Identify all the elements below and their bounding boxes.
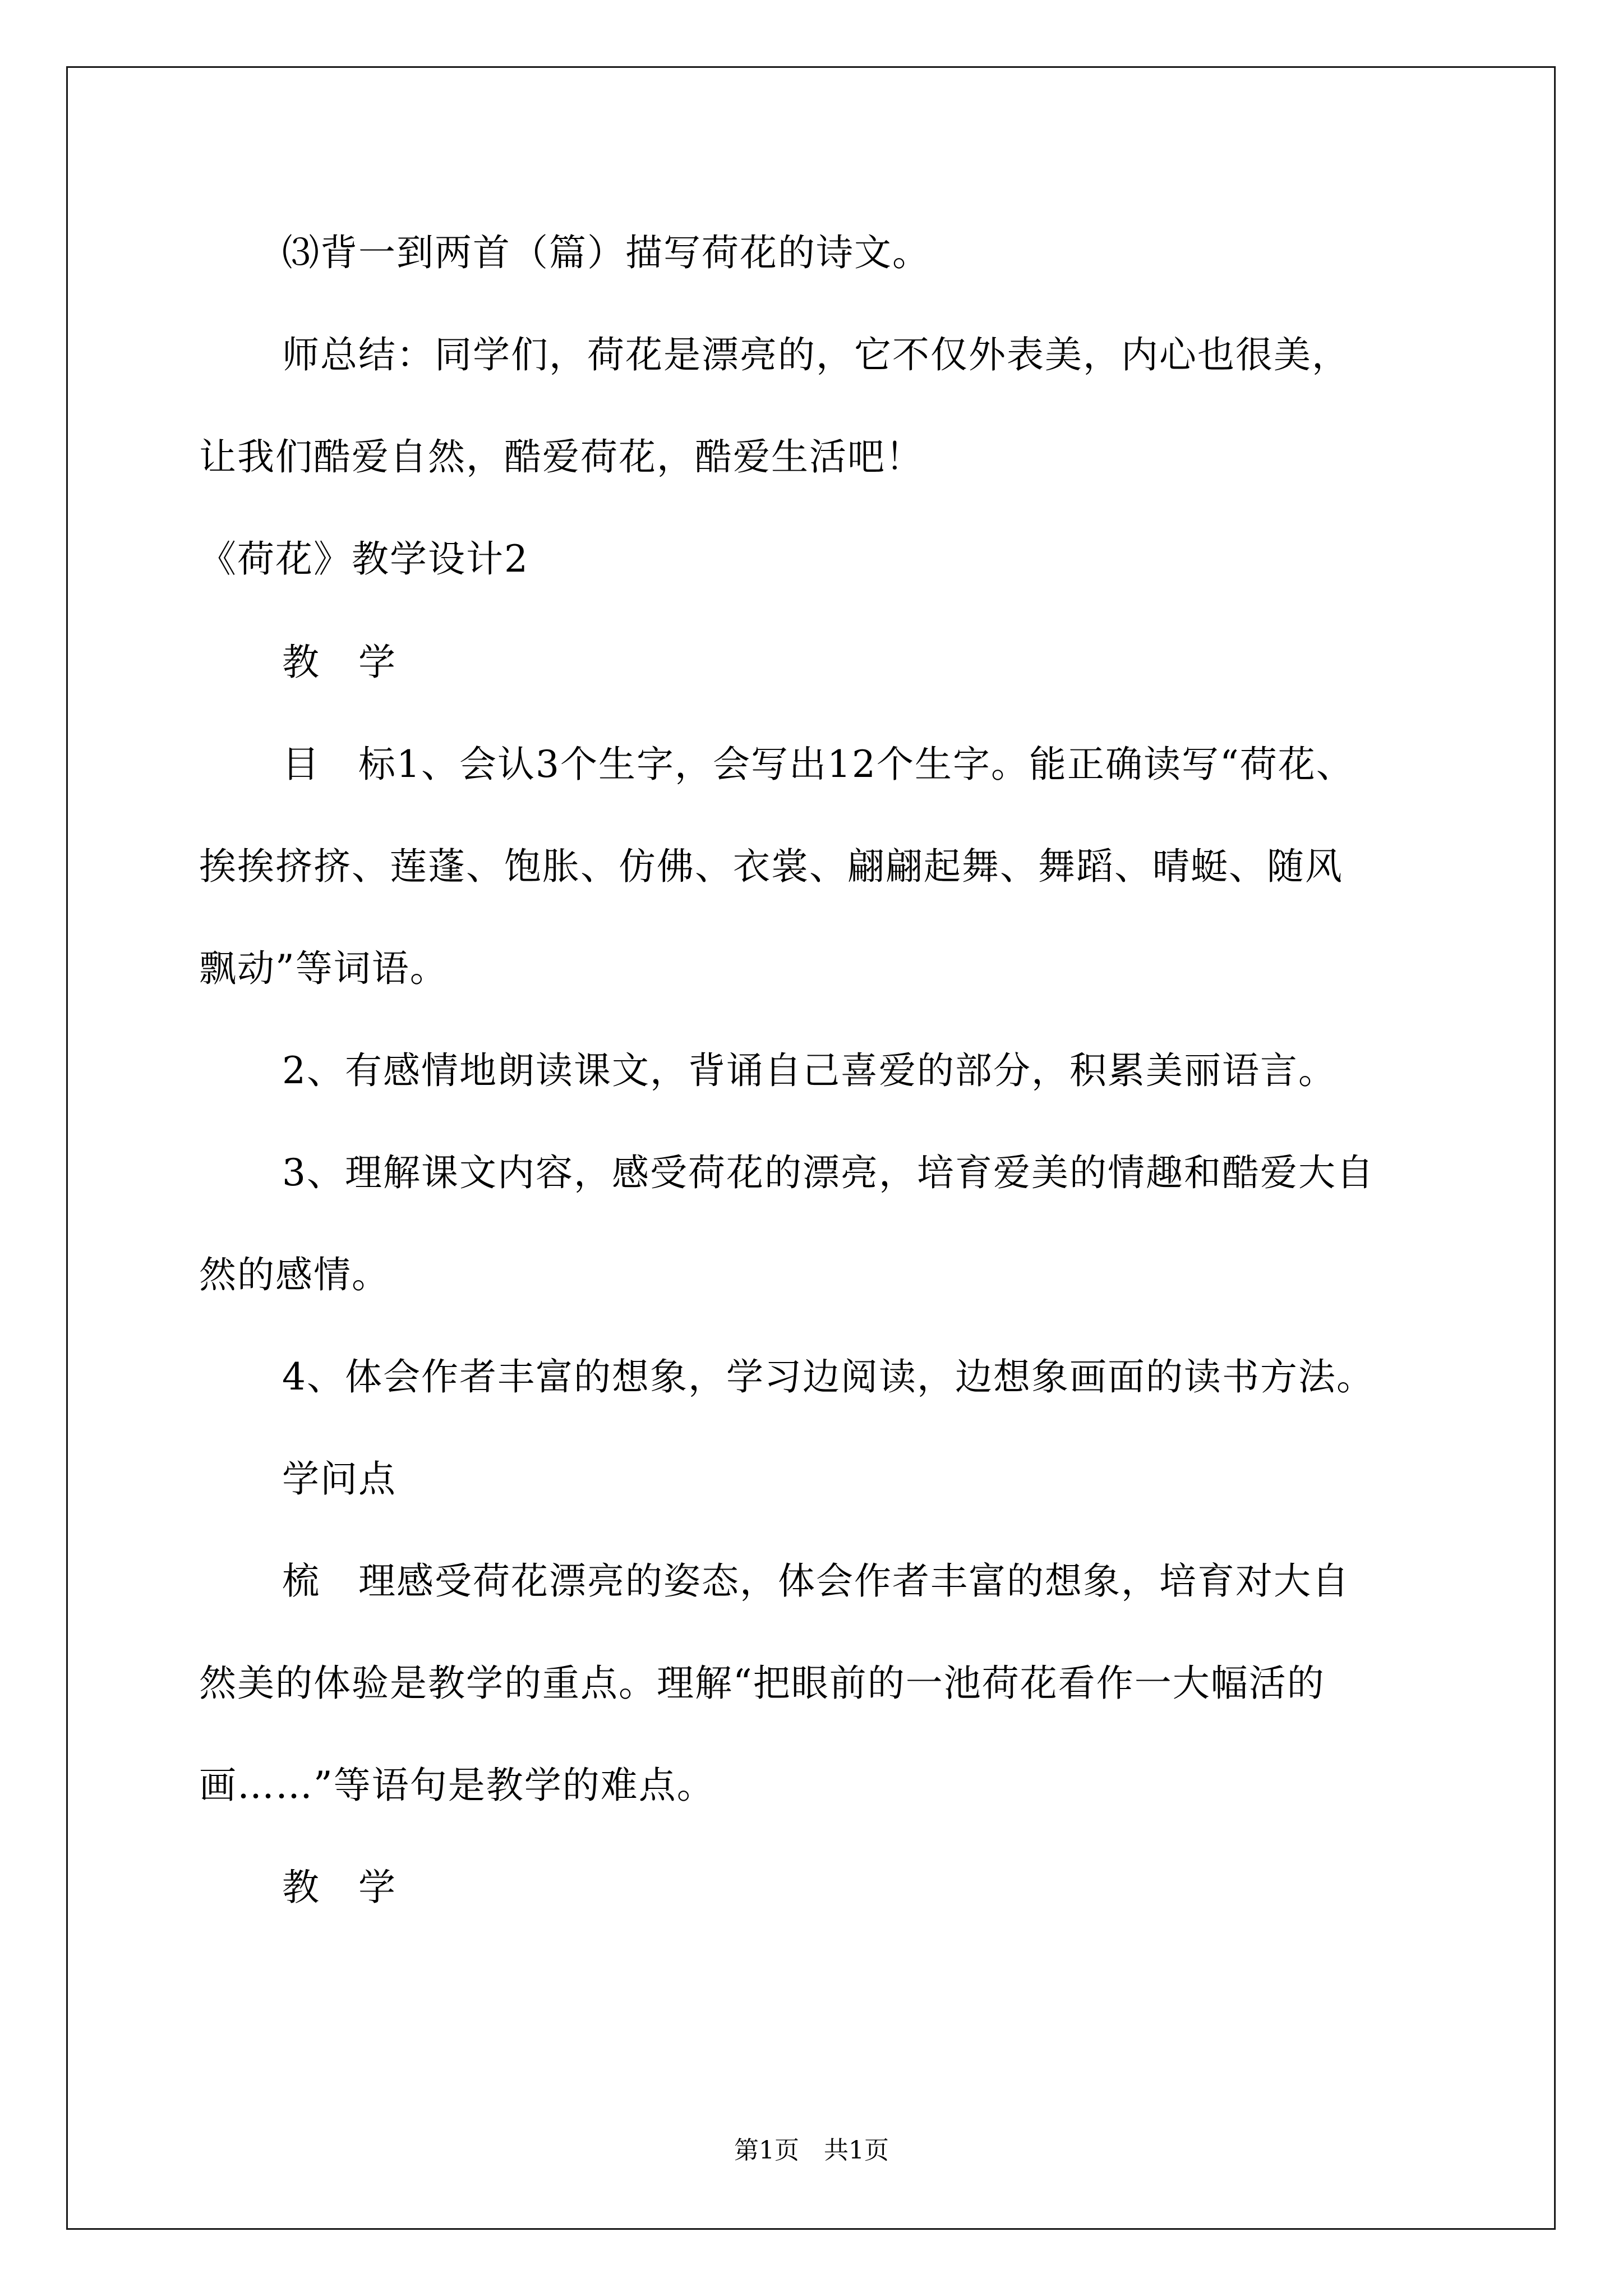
paragraph-line-6: 目 标1、会认3个生字，会写出12个生字。能正确读写“荷花、 xyxy=(282,743,1354,786)
paragraph-line-1: ⑶背一到两首（篇）描写荷花的诗文。 xyxy=(282,231,930,274)
paragraph-line-5: 教 学 xyxy=(282,641,396,684)
paragraph-line-15: 然美的体验是教学的重点。理解“把眼前的一池荷花看作一大幅活的 xyxy=(199,1662,1325,1705)
paragraph-line-9: 2、有感情地朗读课文，背诵自己喜爱的部分，积累美丽语言。 xyxy=(282,1049,1336,1092)
paragraph-line-14: 梳 理感受荷花漂亮的姿态，体会作者丰富的想象，培育对大自 xyxy=(282,1559,1350,1603)
section-heading: 《荷花》教学设计2 xyxy=(199,537,529,581)
paragraph-line-10: 3、理解课文内容，感受荷花的漂亮，培育爱美的情趣和酷爱大自 xyxy=(282,1151,1375,1194)
paragraph-line-13: 学问点 xyxy=(282,1457,396,1501)
paragraph-line-3: 让我们酷爱自然，酷爱荷花，酷爱生活吧！ xyxy=(199,435,924,478)
page-footer: 第1页 共1页 xyxy=(734,2136,889,2165)
paragraph-line-12: 4、体会作者丰富的想象，学习边阅读，边想象画面的读书方法。 xyxy=(282,1355,1375,1398)
paragraph-line-7: 挨挨挤挤、莲蓬、饱胀、仿佛、衣裳、翩翩起舞、舞蹈、晴蜓、随风 xyxy=(199,845,1343,888)
paragraph-line-17: 教 学 xyxy=(282,1866,396,1909)
paragraph-line-2: 师总结：同学们，荷花是漂亮的，它不仅外表美，内心也很美， xyxy=(282,333,1350,376)
paragraph-line-11: 然的感情。 xyxy=(199,1253,390,1296)
paragraph-line-8: 飘动”等词语。 xyxy=(199,947,448,990)
paragraph-line-16: 画……”等语句是教学的难点。 xyxy=(199,1764,715,1807)
